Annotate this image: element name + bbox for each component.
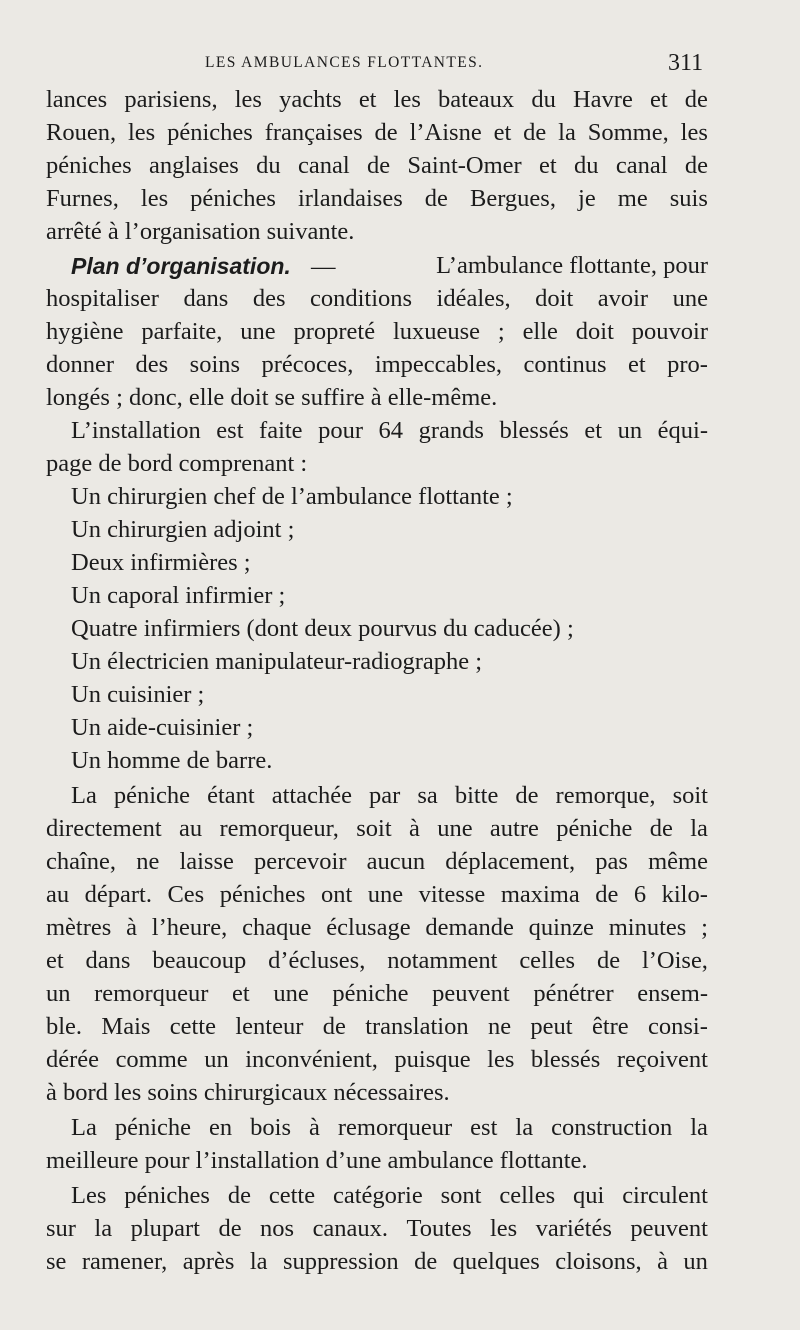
word: d’écluses, <box>268 947 366 974</box>
list-item: Deux infirmières ; <box>71 549 251 576</box>
word: du <box>531 86 556 113</box>
word: canal <box>615 152 668 179</box>
text-line: longés ; donc, elle doit se suffire à elle-même. <box>46 384 498 411</box>
word: doit <box>535 285 574 312</box>
word: précoces, <box>261 351 354 378</box>
list-item: Un caporal infirmier ; <box>71 582 286 609</box>
word: un <box>204 1046 229 1073</box>
word: les <box>680 119 708 146</box>
word: soit <box>672 782 708 809</box>
word: à <box>408 815 420 842</box>
word: les <box>234 86 262 113</box>
word: bitte <box>454 782 499 809</box>
word: et <box>627 351 646 378</box>
word: quinze <box>528 914 594 941</box>
word: à <box>309 1114 320 1141</box>
word: ramener, <box>81 1248 168 1275</box>
word: ensem- <box>637 980 708 1007</box>
word: Saint-Omer <box>407 152 522 179</box>
word: péniche <box>332 980 409 1007</box>
text-line: arrêté à l’organisation suivante. <box>46 218 355 245</box>
word: équi- <box>657 417 708 444</box>
word: canal <box>297 152 350 179</box>
list-item: Un chirurgien adjoint ; <box>71 516 295 543</box>
word: variétés <box>535 1215 612 1242</box>
word: une <box>672 285 708 312</box>
word: de <box>218 1215 242 1242</box>
word: peut <box>530 1013 573 1040</box>
word: des <box>135 351 169 378</box>
word: ; <box>497 318 505 345</box>
word: sur <box>46 1215 76 1242</box>
list-item: Un électricien manipulateur-radiographe ; <box>71 648 483 675</box>
word: en <box>209 1114 233 1141</box>
list-item: Quatre infirmiers (dont deux pourvus du caducée) ; <box>71 615 574 642</box>
section-heading: Plan d’organisation. <box>71 253 291 279</box>
text-line <box>46 150 708 182</box>
word: yachts <box>279 86 342 113</box>
word: françaises <box>264 119 363 146</box>
text-line <box>46 1011 708 1043</box>
word: de <box>414 1248 438 1275</box>
word: péniches <box>190 185 276 212</box>
word: soit <box>356 815 392 842</box>
word: de <box>366 152 391 179</box>
word: comme <box>115 1046 188 1073</box>
word: et <box>649 86 668 113</box>
word: conditions <box>309 285 413 312</box>
word: reçoivent <box>616 1046 708 1073</box>
word: lances <box>46 86 108 113</box>
text-line <box>46 117 708 149</box>
text-line <box>71 780 708 812</box>
word: parfaite, <box>141 318 223 345</box>
text-line: à bord les soins chirurgicaux nécessaires. <box>46 1079 450 1106</box>
list-item: Un homme de barre. <box>71 747 273 774</box>
word: chaîne, <box>46 848 117 875</box>
word: de <box>523 119 547 146</box>
word: péniche <box>113 782 191 809</box>
word: un <box>46 980 71 1007</box>
word: un <box>683 1248 708 1275</box>
word: éclusage <box>326 914 411 941</box>
word: la <box>690 1114 708 1141</box>
word: de <box>595 881 619 908</box>
word: cette <box>268 1182 316 1209</box>
word: cloisons, <box>555 1248 642 1275</box>
word: Bergues, <box>469 185 556 212</box>
word: la <box>690 815 708 842</box>
word: vitesse <box>418 881 486 908</box>
word: ne <box>136 848 160 875</box>
word: sont <box>440 1182 482 1209</box>
word: se <box>46 1248 67 1275</box>
text-line <box>46 349 708 381</box>
word: quelques <box>452 1248 540 1275</box>
word: du <box>256 152 281 179</box>
word: chaque <box>242 914 312 941</box>
word: suis <box>669 185 708 212</box>
word: L’installation <box>71 417 201 444</box>
word: faite <box>259 417 303 444</box>
text-line <box>46 912 708 944</box>
word: ; <box>701 914 708 941</box>
word: la <box>94 1215 113 1242</box>
word: consi- <box>648 1013 708 1040</box>
word: translation <box>365 1013 469 1040</box>
word: je <box>578 185 596 212</box>
text-line <box>46 1213 708 1245</box>
word: pour <box>318 417 364 444</box>
word: après <box>182 1248 235 1275</box>
word: de <box>596 947 621 974</box>
word: par <box>369 782 401 809</box>
text-line <box>46 813 708 845</box>
word: péniche <box>556 815 633 842</box>
list-item: Un cuisinier ; <box>71 681 205 708</box>
word: plupart <box>130 1215 200 1242</box>
word: la <box>558 119 576 146</box>
word: directement <box>46 815 162 842</box>
word: autre <box>489 815 539 842</box>
word: hygiène <box>46 318 124 345</box>
word: remorqueur <box>337 1114 453 1141</box>
text-line: page de bord comprenant : <box>46 450 308 477</box>
text-line <box>46 978 708 1010</box>
word: hospitaliser <box>46 285 159 312</box>
word: lenteur <box>235 1013 304 1040</box>
word: l’Oise, <box>641 947 708 974</box>
word: idéales, <box>436 285 511 312</box>
text-line <box>46 183 708 215</box>
word: donner <box>46 351 115 378</box>
word: les <box>489 1215 518 1242</box>
word: péniches <box>124 1182 210 1209</box>
word: elle <box>522 318 558 345</box>
word: nos <box>260 1215 295 1242</box>
word: 6 <box>633 881 647 908</box>
word: déplacement, <box>445 848 576 875</box>
word: au <box>178 815 203 842</box>
text-line <box>71 1180 708 1212</box>
word: une <box>273 980 309 1007</box>
word: blessés <box>499 417 569 444</box>
word: sa <box>417 782 438 809</box>
word: Rouen, <box>46 119 117 146</box>
word: bois <box>250 1114 291 1141</box>
text-line: meilleure pour l’installation d’une ambulance flottante. <box>46 1147 588 1174</box>
word: la <box>249 1248 268 1275</box>
word: et <box>584 417 603 444</box>
word: dans <box>85 947 131 974</box>
word: Les <box>71 1182 107 1209</box>
word: dérée <box>46 1046 100 1073</box>
word: puisque <box>394 1046 471 1073</box>
word: l’heure, <box>151 914 228 941</box>
word: attachée <box>271 782 352 809</box>
word: Toutes <box>406 1215 472 1242</box>
text-line <box>71 415 708 447</box>
word: blessés <box>530 1046 601 1073</box>
word: aucun <box>366 848 426 875</box>
word: notamment <box>387 947 498 974</box>
word: de <box>424 185 448 212</box>
word: avoir <box>597 285 649 312</box>
word: est <box>216 417 244 444</box>
word: construction <box>551 1114 673 1141</box>
word: parisiens, <box>124 86 218 113</box>
word: de <box>684 86 708 113</box>
word: de <box>515 782 539 809</box>
list-item: Un aide-cuisinier ; <box>71 714 254 741</box>
word: celles <box>519 947 576 974</box>
word: la <box>515 1114 534 1141</box>
word: pouvoir <box>631 318 708 345</box>
word: peuvent <box>432 980 510 1007</box>
running-title: LES AMBULANCES FLOTTANTES. <box>205 54 484 71</box>
word: soins <box>189 351 241 378</box>
word: les <box>393 86 421 113</box>
word: irlandaises <box>297 185 403 212</box>
word: à <box>126 914 137 941</box>
word: demande <box>425 914 514 941</box>
word: dans <box>183 285 229 312</box>
word: du <box>574 152 599 179</box>
word: ble. <box>46 1013 83 1040</box>
word: les <box>140 185 169 212</box>
word: péniches <box>167 119 253 146</box>
word: anglaises <box>149 152 239 179</box>
word: de <box>374 119 398 146</box>
section-heading-group <box>71 250 335 282</box>
word: péniches <box>46 152 132 179</box>
word: maxima <box>500 881 580 908</box>
word: à <box>657 1248 668 1275</box>
word: inconvénient, <box>245 1046 378 1073</box>
word: percevoir <box>254 848 347 875</box>
word: canaux. <box>312 1215 389 1242</box>
word: remorqueur, <box>219 815 339 842</box>
word: une <box>240 318 276 345</box>
word: remorqueur <box>94 980 209 1007</box>
word: La <box>71 782 97 809</box>
word: catégorie <box>332 1182 423 1209</box>
word: même <box>648 848 708 875</box>
text-line <box>46 846 708 878</box>
text-line <box>46 1246 708 1278</box>
word: est <box>470 1114 498 1141</box>
word: beaucoup <box>152 947 247 974</box>
word: pas <box>595 848 628 875</box>
text-line <box>46 1044 708 1076</box>
word: Ces <box>167 881 205 908</box>
word: être <box>591 1013 629 1040</box>
word: de <box>227 1182 251 1209</box>
word: remorque, <box>555 782 656 809</box>
word: étant <box>207 782 255 809</box>
word: des <box>252 285 286 312</box>
word: une <box>367 881 404 908</box>
word: me <box>617 185 648 212</box>
word: de <box>649 815 673 842</box>
word: qui <box>573 1182 605 1209</box>
text-line <box>46 316 708 348</box>
word: suppression <box>282 1248 399 1275</box>
word: Furnes, <box>46 185 119 212</box>
word: pénétrer <box>533 980 614 1007</box>
word: et <box>46 947 64 974</box>
word: kilo- <box>661 881 708 908</box>
page-number: 311 <box>668 50 704 76</box>
word: et <box>493 119 512 146</box>
text-line <box>46 945 708 977</box>
word: continus <box>523 351 607 378</box>
word: les <box>487 1046 515 1073</box>
list-item: Un chirurgien chef de l’ambulance flottante ; <box>71 483 513 510</box>
word: doit <box>575 318 614 345</box>
word: Somme, <box>587 119 669 146</box>
word: bateaux <box>438 86 515 113</box>
text-line: L’ambulance flottante, pour <box>436 252 708 279</box>
word: laisse <box>179 848 234 875</box>
word: mètres <box>46 914 112 941</box>
word: de <box>322 1013 346 1040</box>
text-line <box>46 283 708 315</box>
word: péniche <box>114 1114 192 1141</box>
text-line <box>46 879 708 911</box>
word: et <box>539 152 557 179</box>
word: Havre <box>572 86 633 113</box>
text-line <box>71 1112 708 1144</box>
word: ne <box>487 1013 512 1040</box>
word: cette <box>169 1013 216 1040</box>
word: circulent <box>622 1182 708 1209</box>
word: ont <box>320 881 353 908</box>
word: les <box>127 119 156 146</box>
word: La <box>71 1114 97 1141</box>
word: un <box>617 417 643 444</box>
word: minutes <box>608 914 687 941</box>
word: péniches <box>219 881 306 908</box>
word: départ. <box>84 881 152 908</box>
word: de <box>684 152 708 179</box>
word: celles <box>499 1182 556 1209</box>
text-line <box>46 84 708 116</box>
word: et <box>358 86 377 113</box>
word: 64 <box>378 417 404 444</box>
word: impeccables, <box>374 351 503 378</box>
word: pro- <box>667 351 708 378</box>
heading-dash: — <box>310 253 336 280</box>
word: Mais <box>101 1013 151 1040</box>
word: peuvent <box>630 1215 708 1242</box>
word: luxueuse <box>392 318 481 345</box>
word: au <box>46 881 70 908</box>
word: l’Aisne <box>409 119 482 146</box>
word: propreté <box>293 318 376 345</box>
word: une <box>437 815 473 842</box>
word: grands <box>418 417 484 444</box>
word: et <box>232 980 250 1007</box>
section-heading-line <box>71 250 708 282</box>
